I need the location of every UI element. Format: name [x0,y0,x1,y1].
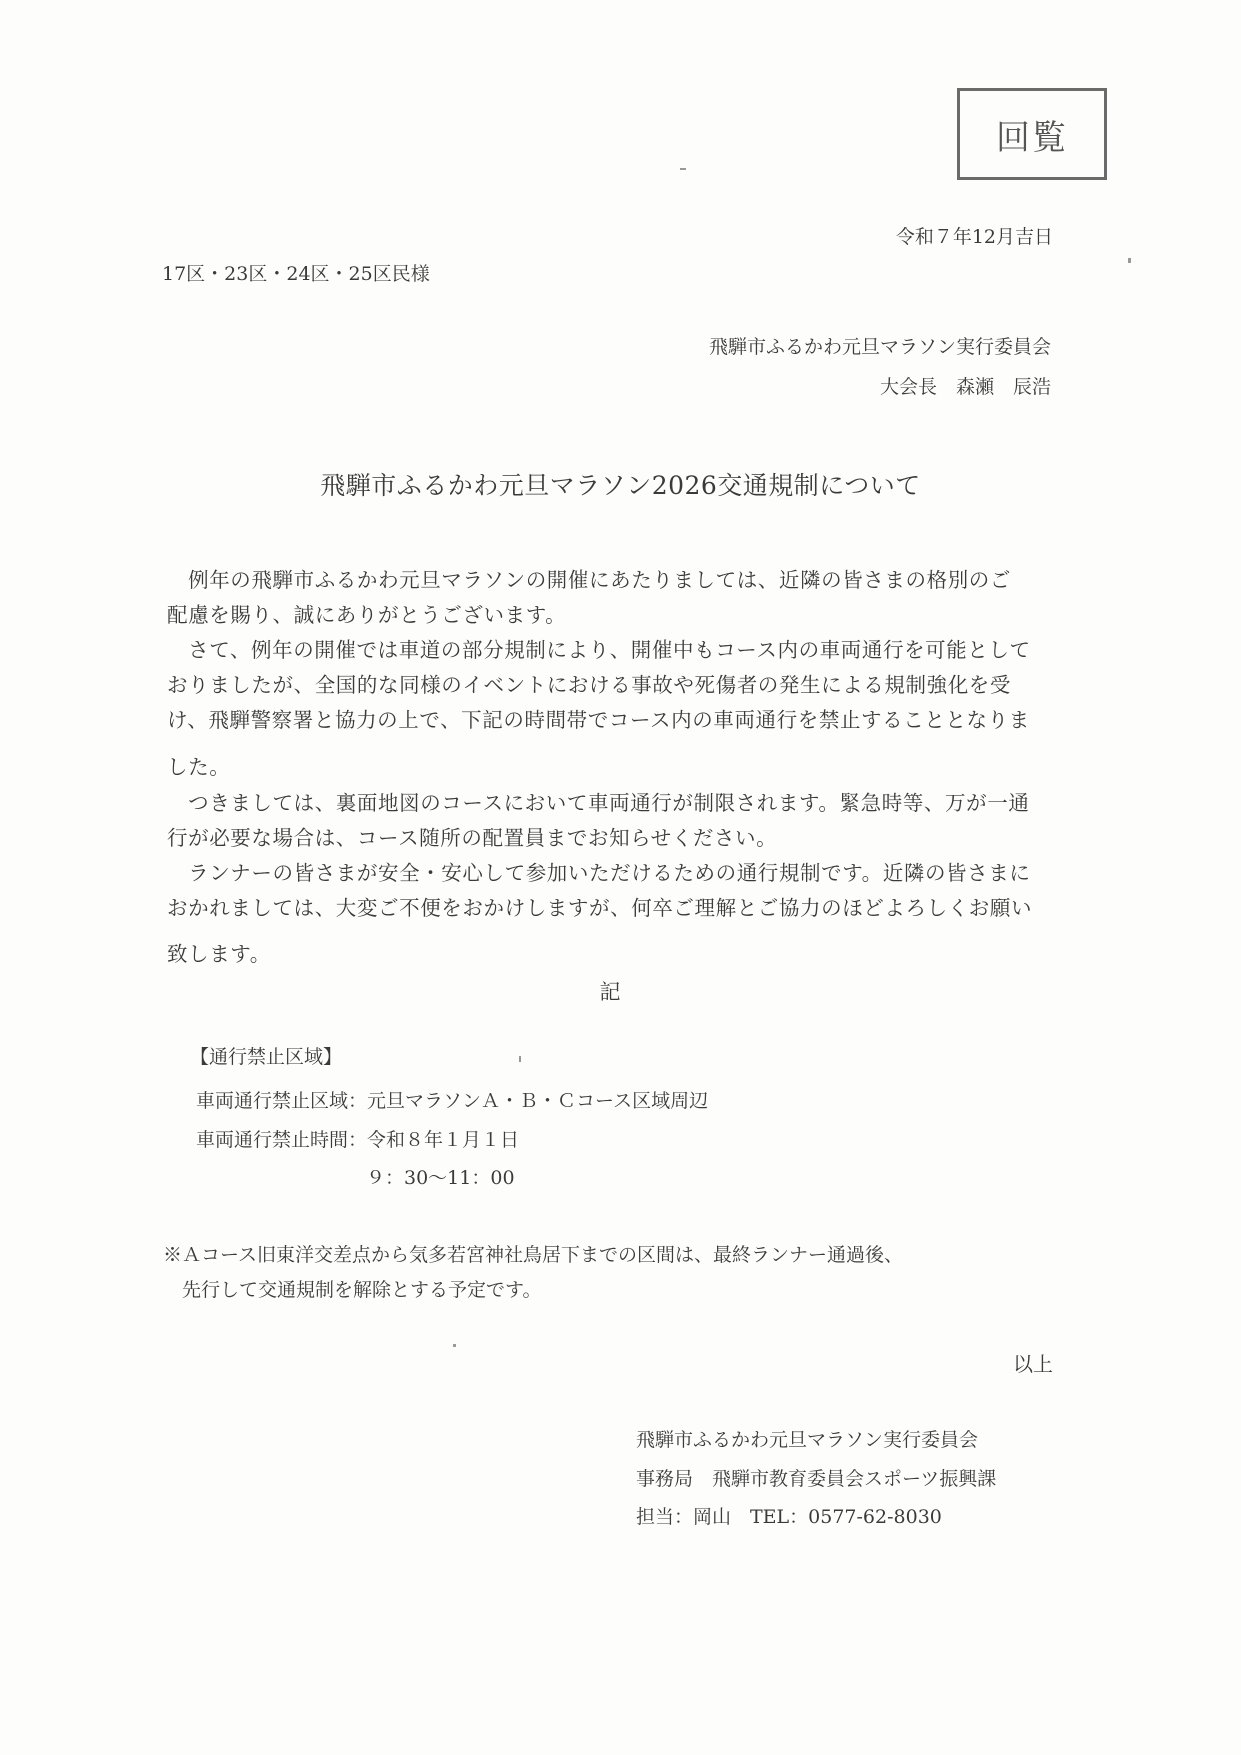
restricted-area-row [196,1092,708,1111]
footer-contact: 担当：岡山 TEL：0577-62-8030 [636,1506,942,1528]
body-line: け、飛騨警察署と協力の上で、下記の時間帯でコース内の車両通行を禁止することとなりま [167,708,1030,732]
note-line-1: ※Ａコース旧東洋交差点から気多若宮神社鳥居下までの区間は、最終ランナー通過後、 [163,1244,904,1266]
body-line: 致します。 [167,942,271,966]
document-title: 飛騨市ふるかわ元旦マラソン2026交通規制について [320,471,921,500]
body-line: さて、例年の開催では車道の部分規制により、開催中もコース内の車両通行を可能として [167,638,1031,662]
restriction-section-title: 【通行禁止区域】 [190,1046,343,1068]
note-line-2: 先行して交通規制を解除とする予定です。 [163,1279,542,1301]
addressee: 17区・23区・24区・25区民様 [162,263,430,285]
body-line: おかれましては、大変ご不便をおかけしますが、何卒ご理解とご協力のほどよろしくお願い [167,896,1033,920]
restricted-time-row [196,1131,519,1150]
restricted-area-label: 車両通行禁止区域： [196,1090,368,1112]
restricted-time-range: ９：30～11：00 [366,1167,515,1189]
scan-speck [453,1344,456,1347]
body-line: 行が必要な場合は、コース随所の配置員までお知らせください。 [167,826,778,850]
sender-name: 大会長 森瀬 辰浩 [879,376,1051,398]
footer-organization: 飛騨市ふるかわ元旦マラソン実行委員会 [636,1429,979,1451]
restricted-area-value: 元旦マラソンＡ・Ｂ・Ｃコース区域周辺 [367,1090,709,1112]
scan-speck [680,168,686,170]
restricted-time-date: 令和８年１月１日 [367,1129,520,1151]
stamp-label: 回覧 [996,117,1068,158]
document-date: 令和７年12月吉日 [895,226,1053,248]
body-line: 例年の飛騨市ふるかわ元旦マラソンの開催にあたりましては、近隣の皆さまの格別のご [167,568,1011,592]
body-line: おりましたが、全国的な同様のイベントにおける事故や死傷者の発生による規制強化を受 [167,673,1011,697]
circulation-stamp [957,88,1107,180]
body-line: ランナーの皆さまが安全・安心して参加いただけるための通行規制です。近隣の皆さまに [167,861,1031,885]
notice-heading: 記 [599,980,621,1004]
footer-office: 事務局 飛騨市教育委員会スポーツ振興課 [636,1468,997,1490]
sender-organization: 飛騨市ふるかわ元旦マラソン実行委員会 [708,336,1051,358]
scan-speck [1128,258,1131,263]
body-line: 配慮を賜り、誠にありがとうございます。 [167,603,567,627]
restricted-time-label: 車両通行禁止時間： [196,1129,368,1151]
closing-mark: 以上 [1013,1352,1053,1376]
body-line: つきましては、裏面地図のコースにおいて車両通行が制限されます。緊急時等、万が一通 [167,791,1030,815]
body-line: した。 [167,755,231,779]
scan-speck [519,1056,521,1062]
